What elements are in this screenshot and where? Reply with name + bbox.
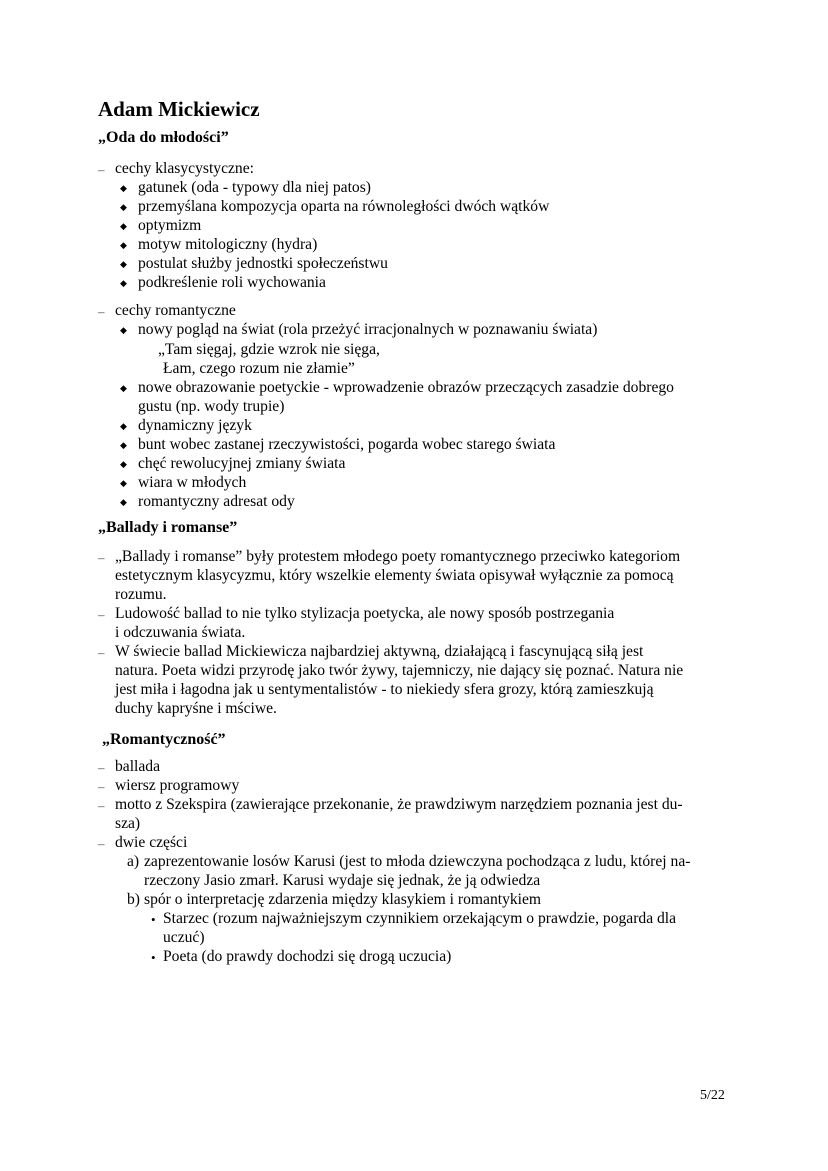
list-item-continuation: uczuć) bbox=[163, 929, 205, 946]
dash-bullet-icon: – bbox=[98, 779, 105, 794]
diamond-bullet-icon: ◆ bbox=[120, 440, 127, 450]
list-item: nowe obrazowanie poetyckie - wprowadzenie obrazów przeczących zasadzie dobrego bbox=[138, 379, 674, 396]
diamond-bullet-icon: ◆ bbox=[120, 459, 127, 469]
dash-bullet-icon: – bbox=[98, 607, 105, 622]
diamond-bullet-icon: ◆ bbox=[120, 421, 127, 431]
dash-bullet-icon: – bbox=[98, 550, 105, 565]
list-item: dynamiczny język bbox=[138, 417, 252, 434]
classic-features-label: cechy klasycystyczne: bbox=[115, 160, 254, 177]
list-item: wiara w młodych bbox=[138, 474, 247, 491]
paragraph-line: i odczuwania świata. bbox=[115, 624, 246, 641]
list-marker-b: b) bbox=[127, 891, 140, 908]
list-item: zaprezentowanie losów Karusi (jest to młoda dziewczyna pochodząca z ludu, której na- bbox=[144, 853, 691, 870]
list-item: bunt wobec zastanej rzeczywistości, pogarda wobec starego świata bbox=[138, 436, 556, 453]
list-item-continuation: sza) bbox=[115, 815, 141, 832]
paragraph-line: W świecie ballad Mickiewicza najbardziej aktywną, działającą i fascynującą siłą jest bbox=[115, 643, 644, 660]
dot-bullet-icon: • bbox=[151, 912, 156, 927]
dash-bullet-icon: – bbox=[98, 760, 105, 775]
list-item: Starzec (rozum najważniejszym czynnikiem orzekającym o prawdzie, pogarda dla bbox=[163, 910, 677, 927]
list-item: gatunek (oda - typowy dla niej patos) bbox=[138, 179, 371, 196]
dot-bullet-icon: • bbox=[151, 950, 156, 965]
diamond-bullet-icon: ◆ bbox=[120, 183, 127, 193]
diamond-bullet-icon: ◆ bbox=[120, 478, 127, 488]
list-item: podkreślenie roli wychowania bbox=[138, 274, 326, 291]
list-item: wiersz programowy bbox=[115, 777, 240, 794]
quote-line: Łam, czego rozum nie złamie” bbox=[163, 360, 355, 377]
paragraph-line: duchy kapryśne i mściwe. bbox=[115, 700, 277, 717]
list-item-continuation: rzeczony Jasio zmarł. Karusi wydaje się jednak, że ją odwiedza bbox=[144, 872, 541, 889]
list-item: romantyczny adresat ody bbox=[138, 493, 295, 510]
heading-oda: „Oda do młodości” bbox=[98, 129, 229, 146]
list-item: postulat służby jednostki społeczeństwu bbox=[138, 255, 388, 272]
diamond-bullet-icon: ◆ bbox=[120, 497, 127, 507]
list-item-continuation: gustu (np. wody trupie) bbox=[138, 398, 285, 415]
dash-bullet-icon: – bbox=[98, 304, 105, 319]
list-item: przemyślana kompozycja oparta na równoległości dwóch wątków bbox=[138, 198, 550, 215]
diamond-bullet-icon: ◆ bbox=[120, 325, 127, 335]
list-item: chęć rewolucyjnej zmiany świata bbox=[138, 455, 346, 472]
list-item: dwie części bbox=[115, 834, 188, 851]
list-item: motyw mitologiczny (hydra) bbox=[138, 236, 318, 253]
list-item: Poeta (do prawdy dochodzi się drogą uczucia) bbox=[163, 948, 452, 965]
diamond-bullet-icon: ◆ bbox=[120, 240, 127, 250]
dash-bullet-icon: – bbox=[98, 836, 105, 851]
list-item: nowy pogląd na świat (rola przeżyć irracjonalnych w poznawaniu świata) bbox=[138, 321, 598, 338]
diamond-bullet-icon: ◆ bbox=[120, 278, 127, 288]
paragraph-line: Ludowość ballad to nie tylko stylizacja poetycka, ale nowy sposób postrzegania bbox=[115, 605, 615, 622]
dash-bullet-icon: – bbox=[98, 645, 105, 660]
romantic-features-label: cechy romantyczne bbox=[115, 302, 236, 319]
list-item: optymizm bbox=[138, 217, 202, 234]
paragraph-line: jest miła i łagodna jak u sentymentalistów - to niekiedy sfera grozy, którą zamieszkują bbox=[115, 681, 654, 698]
paragraph-line: estetycznym klasycyzmu, który wszelkie elementy świata opisywał wyłącznie za pomocą bbox=[115, 567, 674, 584]
paragraph-line: natura. Poeta widzi przyrodę jako twór żywy, tajemniczy, nie dający się poznać. Natura nie bbox=[115, 662, 684, 679]
diamond-bullet-icon: ◆ bbox=[120, 202, 127, 212]
list-item: ballada bbox=[115, 758, 161, 775]
paragraph-line: „Ballady i romanse” były protestem młodego poety romantycznego przeciwko kategoriom bbox=[115, 548, 681, 565]
dash-bullet-icon: – bbox=[98, 798, 105, 813]
diamond-bullet-icon: ◆ bbox=[120, 259, 127, 269]
diamond-bullet-icon: ◆ bbox=[120, 383, 127, 393]
page-number: 5/22 bbox=[700, 1088, 725, 1103]
diamond-bullet-icon: ◆ bbox=[120, 221, 127, 231]
dash-bullet-icon: – bbox=[98, 162, 105, 177]
heading-romantycznosc: „Romantyczność” bbox=[102, 731, 226, 748]
list-marker-a: a) bbox=[127, 853, 140, 870]
paragraph-line: rozumu. bbox=[115, 586, 167, 603]
list-item: motto z Szekspira (zawierające przekonanie, że prawdziwym narzędziem poznania jest du- bbox=[115, 796, 683, 813]
list-item: spór o interpretację zdarzenia między klasykiem i romantykiem bbox=[144, 891, 542, 908]
quote-line: „Tam sięgaj, gdzie wzrok nie sięga, bbox=[158, 341, 380, 358]
document-title: Adam Mickiewicz bbox=[98, 97, 260, 121]
heading-ballady: „Ballady i romanse” bbox=[98, 519, 238, 536]
